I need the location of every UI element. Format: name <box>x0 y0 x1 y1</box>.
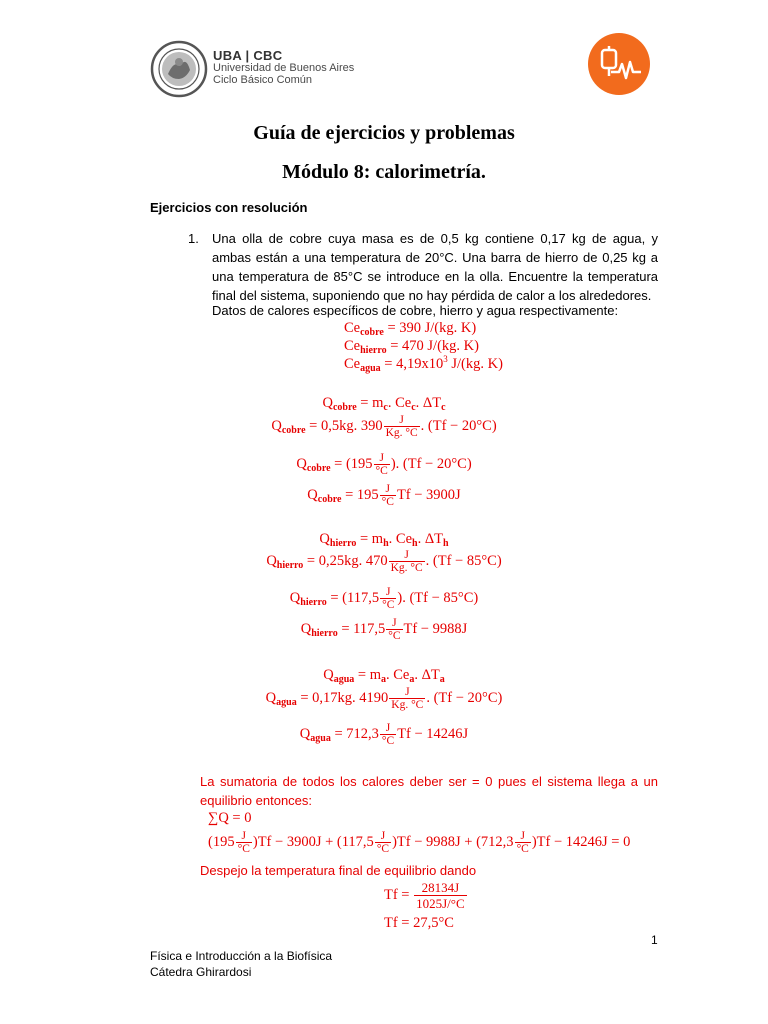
specific-heat-copper: $Ce_{cobre} = 390$ J/(kg. K) <box>344 320 477 338</box>
equation-iron-definition: $Q_{hierro} = m_h$. $Ce_h$. $\Delta T_h$ <box>319 531 449 549</box>
document-title: Guía de ejercicios y problemas <box>253 122 515 144</box>
final-temperature-fraction: Tf = $\frac{28134J}{1025J/^\circ C}$ <box>384 880 465 911</box>
uba-university: Universidad de Buenos Aires <box>213 62 355 74</box>
section-heading: Ejercicios con resolución <box>150 200 308 215</box>
total-heat-equation: (195 $\frac{J}{^\circ C}$ )Tf − 3900J + (117,5 $\frac{J}{^\circ C}$ )Tf − 9988J + (712,3 $\frac{J}{^\circ C}$ )Tf − 14246J = 0 <box>208 830 631 855</box>
footer-chair: Cátedra Ghirardosi <box>150 965 252 979</box>
page-number: 1 <box>651 933 658 947</box>
equation-water-definition: $Q_{agua} = m_a$. $Ce_a$. $\Delta T_a$ <box>323 667 445 685</box>
equation-iron-substitution: $Q_{hierro} = 0,25kg$. 470 $\frac{J}{Kg. ^\circ C}$ . (Tf − 85°C) <box>266 549 502 574</box>
specific-heat-iron: $Ce_{hierro} = 470$ J/(kg. K) <box>344 338 479 356</box>
problem-number: 1. <box>188 231 199 246</box>
equation-copper-substitution: $Q_{cobre} = 0,5kg$. 390 $\frac{J}{Kg. ^\circ C}$ . (Tf − 20°C) <box>271 414 497 439</box>
equation-iron-final: $Q_{hierro} = 117,5$ $\frac{J}{^\circ C}$ Tf − 9988J <box>300 617 468 642</box>
sum-equation: ∑Q = 0 <box>208 810 252 826</box>
footer-course: Física e Introducción a la Biofísica <box>150 949 333 963</box>
problem-statement: Una olla de cobre cuya masa es de 0,5 kg contiene 0,17 kg de agua, y ambas están a una temperatura de 20°C. Una barra de hierro de 0,25 kg a una temperatura de 85°C se introduce en la olla. Encuentre la temperatura final del sistema, suponiendo que no hay pérdida de calor a los alrededores. <box>212 231 658 303</box>
footer <box>150 948 332 980</box>
solve-explanation: Despejo la temperatura final de equilibrio dando <box>200 863 477 878</box>
equation-water-substitution: $Q_{agua} = 0,17kg$. 4190 $\frac{J}{Kg. ^\circ C}$ . (Tf − 20°C) <box>265 686 503 711</box>
equation-copper-definition: $Q_{cobre} = m_c$. $Ce_c$. $\Delta T_c$ <box>322 395 446 413</box>
uba-seal-logo <box>150 40 208 98</box>
sum-explanation: La sumatoria de todos los calores deber ser = 0 pues el sistema llega a un equilibrio entonces: <box>200 774 658 808</box>
final-temperature-result: Tf = 27,5°C <box>384 915 454 931</box>
equation-iron-simplified: $Q_{hierro} = (117,5$ $\frac{J}{^\circ C}$ ). (Tf − 85°C) <box>289 586 479 611</box>
uba-cycle: Ciclo Básico Común <box>213 74 313 86</box>
equation-copper-final: $Q_{cobre} = 195$ $\frac{J}{^\circ C}$ Tf − 3900J <box>307 483 461 508</box>
uba-brand: UBA | CBC <box>213 48 283 63</box>
equation-water-final: $Q_{agua} = 712,3$ $\frac{J}{^\circ C}$ Tf − 14246J <box>299 722 469 747</box>
specific-heat-water: $Ce_{agua} = 4,19x10^3$ J/(kg. K) <box>344 354 503 374</box>
module-title: Módulo 8: calorimetría. <box>282 161 486 183</box>
biophysics-logo <box>587 32 651 96</box>
equation-copper-simplified: $Q_{cobre} = (195$ $\frac{J}{^\circ C}$ ). (Tf − 20°C) <box>296 452 472 477</box>
uba-logo-text <box>213 50 354 86</box>
data-intro: Datos de calores específicos de cobre, hierro y agua respectivamente: <box>212 303 619 318</box>
